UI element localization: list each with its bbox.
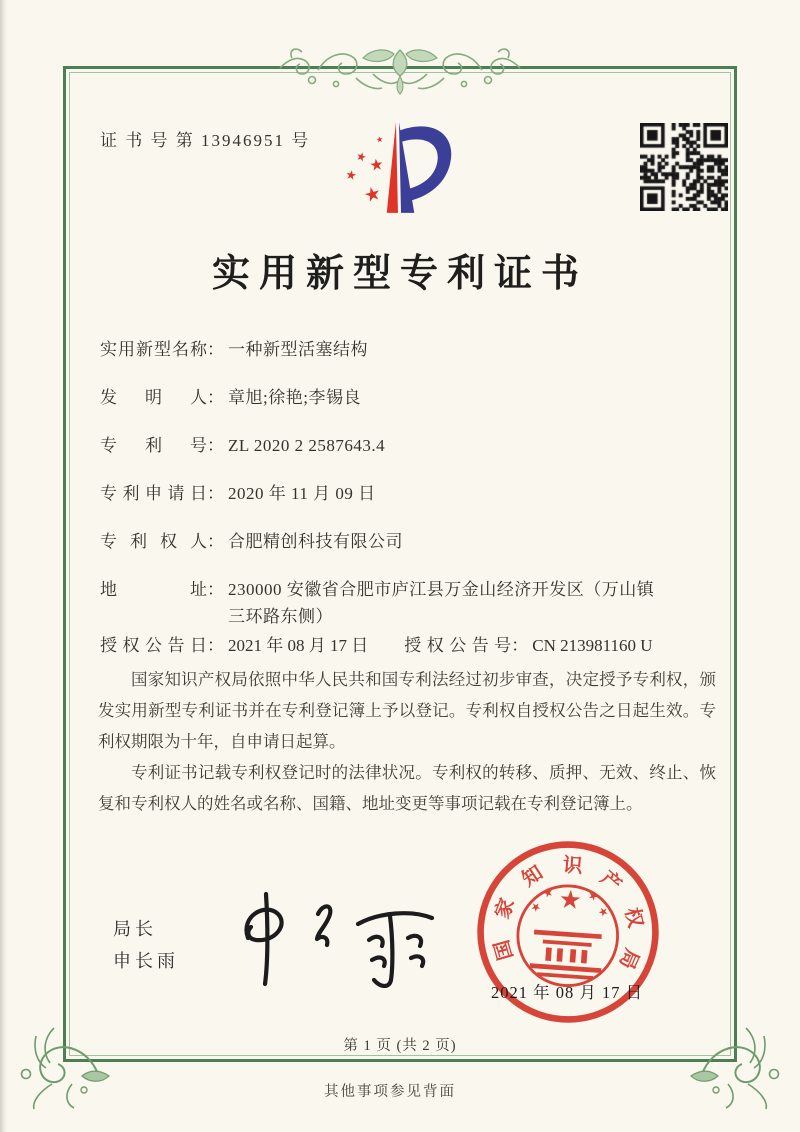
field-row-filing-date xyxy=(100,480,718,508)
certificate-title: 实用新型专利证书 xyxy=(211,253,588,295)
field-row-patent-name xyxy=(100,336,718,364)
seal-char: 知 xyxy=(518,861,547,891)
grant-date-value: 2021 年 08 月 17 日 xyxy=(228,636,369,655)
seal-char: 局 xyxy=(614,945,643,973)
page-indicator: 第 1 页 (共 2 页) xyxy=(343,1038,457,1054)
field-label: 发明人 xyxy=(100,388,207,407)
top-scroll-ornament-icon xyxy=(278,38,522,96)
seal-char: 识 xyxy=(561,854,584,878)
seal-char: 权 xyxy=(620,905,647,930)
seal-char: 国 xyxy=(490,937,518,963)
field-row-grant xyxy=(100,632,718,660)
qr-code xyxy=(640,123,728,211)
field-colon: ： xyxy=(207,436,224,455)
grant-number-value: CN 213981160 U xyxy=(532,636,653,655)
field-value: 2020 年 11 月 09 日 xyxy=(228,484,376,503)
commissioner-name: 申长雨 xyxy=(113,951,179,971)
field-label: 专利申请日 xyxy=(100,484,207,503)
field-value: ZL 2020 2 2587643.4 xyxy=(228,436,386,455)
seal-char: 产 xyxy=(596,866,626,897)
field-colon: ： xyxy=(207,484,224,503)
field-row-patent-number xyxy=(100,432,718,460)
certificate-fields xyxy=(100,336,718,660)
field-label: 授权公告号 xyxy=(404,636,512,655)
field-colon: ： xyxy=(207,532,224,551)
certificate-number: 证 书 号 第 13946951 号 xyxy=(100,131,311,150)
legal-paragraphs xyxy=(98,664,716,819)
field-colon: ： xyxy=(207,636,224,655)
field-colon: ： xyxy=(207,388,224,407)
field-value: 章旭;徐艳;李锡良 xyxy=(228,388,361,407)
field-label: 地址 xyxy=(100,580,207,599)
seal-date: 2021 年 08 月 17 日 xyxy=(491,983,644,1002)
cnipa-logo-icon xyxy=(338,110,462,218)
field-row-address xyxy=(100,576,718,630)
commissioner-signature xyxy=(222,888,447,988)
field-value: 230000 安徽省合肥市庐江县万金山经济开发区（万山镇三环路东侧） xyxy=(228,580,655,626)
field-label: 实用新型名称 xyxy=(100,340,207,359)
field-row-patentee xyxy=(100,528,718,556)
field-row-inventors xyxy=(100,384,718,412)
field-colon: ： xyxy=(207,580,224,599)
field-colon: ： xyxy=(207,340,224,359)
field-value: 合肥精创科技有限公司 xyxy=(228,532,403,551)
field-label: 专利权人 xyxy=(100,532,207,551)
legal-paragraph-1: 国家知识产权局依照中华人民共和国专利法经过初步审查，决定授予专利权，颁发实用新型专利证书并在专利登记簿上予以登记。专利权自授权公告之日起生效。专利权期限为十年，自申请日起算。 xyxy=(98,670,716,751)
field-value: 一种新型活塞结构 xyxy=(228,340,368,359)
field-colon: ： xyxy=(511,636,529,655)
back-note: 其他事项参见背面 xyxy=(324,1084,456,1100)
seal-char: 家 xyxy=(491,895,520,922)
legal-paragraph-2: 专利证书记载专利权登记时的法律状况。专利权的转移、质押、无效、终止、恢复和专利权人的姓名或名称、国籍、地址变更等事项记载在专利登记簿上。 xyxy=(98,763,716,813)
field-label: 专利号 xyxy=(100,436,207,455)
field-label: 授权公告日 xyxy=(100,636,207,655)
scan-edge-shadow xyxy=(0,0,7,1132)
commissioner-title: 局长 xyxy=(113,919,157,939)
